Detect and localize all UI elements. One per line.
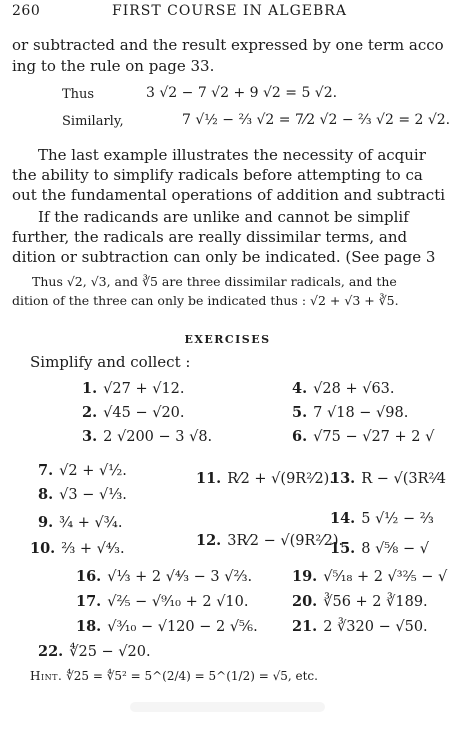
exercise-item: 19. √⁵⁄₁₈ + 2 √³²⁄₅ − √ — [292, 568, 448, 585]
exercise-item: 18. √³⁄₁₀ − √120 − 2 √⅚. — [76, 618, 258, 635]
example-1-label: Thus — [62, 87, 95, 102]
paragraph-1-line-2: the ability to simplify radicals before attempting to ca — [12, 166, 423, 184]
note-line-2: dition of the three can only be indicated thus : √2 + √3 + ∛5. — [12, 293, 399, 308]
example-2-equation: 7 √½ − ⅔ √2 = 7⁄2 √2 − ⅔ √2 = 2 √2. — [182, 112, 451, 128]
hint — [30, 669, 318, 683]
exercise-item: 4. √28 + √63. — [292, 380, 395, 397]
hint-label: Hint. — [30, 669, 63, 683]
exercises-instruction: Simplify and collect : — [30, 353, 191, 371]
exercise-item: 6. √75 − √27 + 2 √ — [292, 428, 435, 445]
exercise-item: 15. 8 √⅝ − √ — [330, 540, 429, 557]
exercise-item: 10. ⅔ + √⁴⁄₃. — [30, 540, 125, 557]
paragraph-1-line-3: out the fundamental operations of addition and subtracti — [12, 186, 446, 204]
scan-artifact — [130, 702, 325, 712]
example-1-equation: 3 √2 − 7 √2 + 9 √2 = 5 √2. — [146, 85, 338, 101]
exercise-item: 17. √⅖ − √⁹⁄₁₀ + 2 √10. — [76, 593, 249, 610]
exercise-item: 16. √⅓ + 2 √⁴⁄₃ − 3 √⅔. — [76, 568, 253, 585]
paragraph-2-line-2: further, the radicals are really dissimilar terms, and — [12, 228, 408, 246]
exercise-item: 14. 5 √½ − ⅔ — [330, 510, 434, 527]
note-line-1: Thus √2, √3, and ∛5 are three dissimilar radicals, and the — [32, 274, 397, 289]
intro-line-2: ing to the rule on page 33. — [12, 57, 215, 75]
intro-line-1: or subtracted and the result expressed by one term acco — [12, 36, 444, 54]
exercise-item: 13. R − √(3R²⁄4 — [330, 470, 447, 487]
exercise-item: 7. √2 + √½. — [38, 462, 127, 479]
paragraph-2-line-1: If the radicands are unlike and cannot be simplif — [38, 208, 409, 226]
paragraph-2-line-3: dition or subtraction can only be indicated. (See page 3 — [12, 248, 436, 266]
hint-text: ∜25 = ∜5² = 5^(2/4) = 5^(1/2) = √5, etc. — [66, 669, 318, 683]
exercise-item: 11. R⁄2 + √(9R²⁄2). — [196, 470, 334, 487]
running-title: FIRST COURSE IN ALGEBRA — [112, 3, 347, 19]
exercise-item: 21. 2 ∛320 − √50. — [292, 618, 428, 635]
exercise-item: 8. √3 − √⅓. — [38, 486, 127, 503]
paragraph-1-line-1: The last example illustrates the necessity of acquir — [38, 146, 426, 164]
exercise-item: 20. ∛56 + 2 ∛189. — [292, 593, 428, 610]
exercise-item: 5. 7 √18 − √98. — [292, 404, 409, 421]
exercise-item: 22. ∜25 − √20. — [38, 643, 151, 660]
example-2-label: Similarly, — [62, 114, 124, 129]
page-number: 260 — [12, 3, 41, 19]
exercises-heading: EXERCISES — [184, 333, 271, 346]
exercise-item: 9. ¾ + √¾. — [38, 514, 123, 531]
exercise-item: 3. 2 √200 − 3 √8. — [82, 428, 213, 445]
exercise-item: 1. √27 + √12. — [82, 380, 185, 397]
page-header — [12, 3, 455, 23]
exercise-item: 12. 3R⁄2 − √(9R²⁄2). — [196, 532, 344, 549]
exercise-item: 2. √45 − √20. — [82, 404, 185, 421]
